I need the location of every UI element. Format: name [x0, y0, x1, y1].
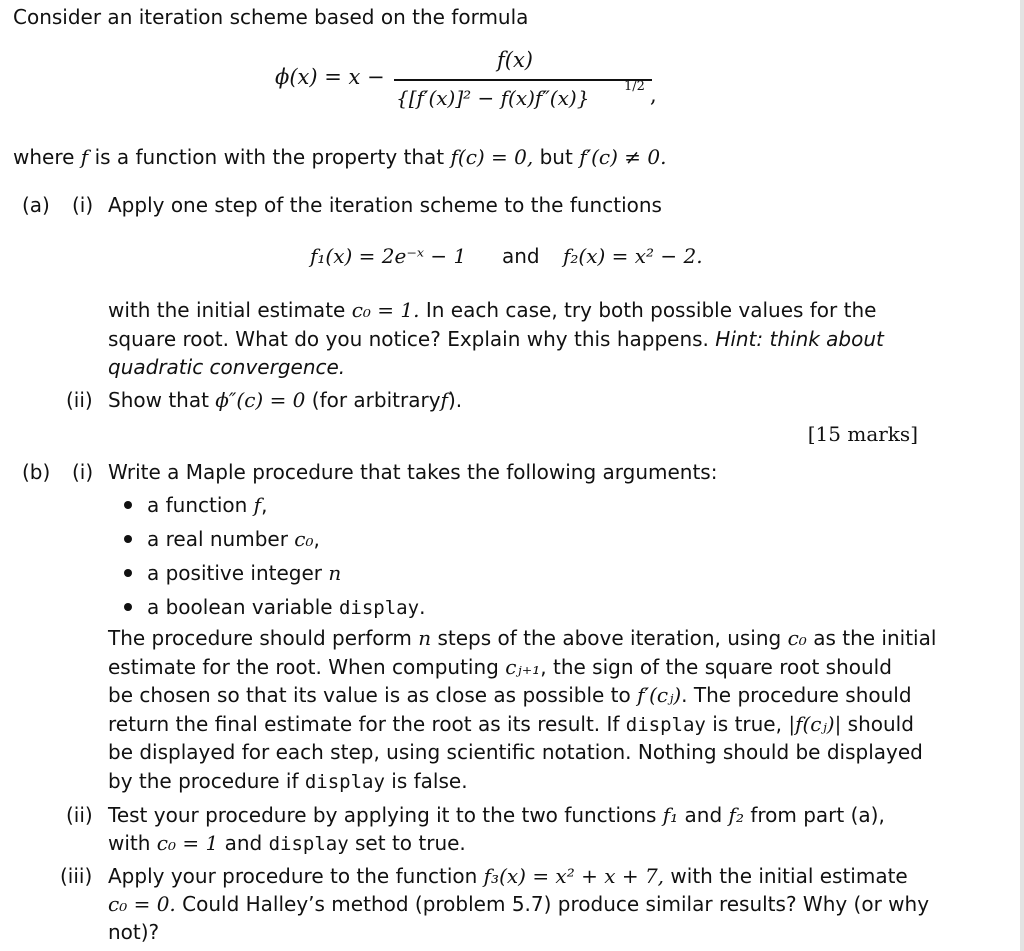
proc-text: return the final estimate for the root as its result. If — [108, 712, 620, 736]
proc-line-3 — [108, 681, 912, 709]
part-b-label: (b) — [22, 460, 51, 484]
proc-text: The procedure should perform — [108, 626, 412, 650]
page-edge — [1020, 0, 1024, 951]
bullet-after: , — [313, 527, 320, 551]
proc-line-5: be displayed for each step, using scientific notation. Nothing should be displayed — [108, 740, 923, 764]
ii-f2: f₂ — [728, 803, 744, 827]
proc-cj1: cⱼ₊₁ — [505, 655, 541, 679]
formula-comma: , — [650, 83, 657, 107]
proc-text: steps of the above iteration, using — [437, 626, 782, 650]
proc-c0: c₀ — [787, 626, 807, 650]
part-b-ii-line-2 — [108, 829, 466, 858]
proc-line-4 — [108, 710, 914, 739]
arbitrary-f: f — [440, 388, 448, 412]
part-a-i-label: (i) — [72, 193, 94, 217]
formula-numerator: f(x) — [497, 48, 534, 72]
ii-display: display — [268, 833, 349, 855]
proc-line-2 — [108, 653, 892, 681]
close-paren: ). — [447, 388, 463, 412]
iii-c0: c₀ = 0. — [108, 892, 176, 916]
ii-and: and — [684, 803, 723, 827]
hint-text: Hint: think about quadratic convergence. — [108, 326, 884, 379]
fraction-bar — [394, 79, 652, 81]
bullet-text: a real number — [147, 527, 288, 551]
formula-denominator: {[f′(x)]² − f(x)f″(x)} — [396, 86, 590, 110]
bullet-code: display — [338, 597, 420, 619]
bullet-math: c₀ — [294, 527, 314, 551]
where-middle: is a function with the property that — [94, 145, 445, 169]
cond-fpc-nonzero: f′(c) ≠ 0. — [579, 145, 667, 169]
where-but: but — [539, 145, 573, 169]
proc-text: . The procedure should — [681, 683, 912, 707]
proc-text: as the initial — [813, 626, 937, 650]
bullet-after: . — [419, 595, 426, 619]
ii-c0: c₀ = 1 — [156, 831, 219, 855]
bullet-function — [147, 491, 267, 519]
marks-label: [15 marks] — [807, 422, 918, 446]
part-b-ii-label: (ii) — [66, 803, 93, 827]
formula-exponent: 1/2 — [624, 79, 645, 94]
iii-text: Could Halley’s method (problem 5.7) produce similar results? Why (or why — [182, 892, 930, 916]
part-b-i-label: (i) — [72, 460, 94, 484]
cond-fc-zero: f(c) = 0, — [450, 145, 534, 169]
part-b-iii-line-1 — [108, 862, 908, 890]
part-b-iii-label: (iii) — [60, 864, 93, 888]
bullet-text: a boolean variable — [147, 595, 333, 619]
part-b-iii-line-2 — [108, 890, 929, 918]
ii-text: set to true. — [355, 831, 466, 855]
bullet-text: a function — [147, 493, 248, 517]
bullet-math: f — [253, 493, 262, 517]
bullet-boolean — [147, 593, 425, 622]
proc-text: be chosen so that its value is as close as possible to — [108, 683, 631, 707]
part-a-i-text: Apply one step of the iteration scheme to the functions — [108, 193, 662, 217]
proc-abs: |f(cⱼ)| — [788, 712, 842, 736]
proc-display: display — [304, 771, 385, 793]
formula-lhs: ϕ(x) = x − — [275, 65, 385, 89]
ii-f1: f₁ — [662, 803, 679, 827]
proc-text: is true, — [712, 712, 782, 736]
phi-second-derivative: ϕ″(c) = 0 — [215, 388, 306, 412]
c0-equals-1: c₀ = 1. — [351, 298, 420, 322]
ii-text: with — [108, 831, 151, 855]
part-a-i-paragraph — [108, 296, 924, 382]
bullet-text: a positive integer — [147, 561, 323, 585]
proc-n: n — [418, 626, 432, 650]
ii-text: Test your procedure by applying it to the two functions — [108, 803, 657, 827]
and-word: and — [502, 244, 540, 268]
part-b-iii-line-3: not)? — [108, 920, 160, 944]
proc-line-1 — [108, 624, 936, 652]
f1-definition: f₁(x) = 2e⁻ˣ − 1 — [310, 244, 467, 268]
para-initial-estimate: with the initial estimate — [108, 298, 346, 322]
intro-text: Consider an iteration scheme based on the formula — [13, 5, 529, 29]
iii-text: Apply your procedure to the function — [108, 864, 478, 888]
bullet-math: n — [328, 561, 342, 585]
bullet-after: , — [261, 493, 268, 517]
proc-text: , the sign of the square root should — [540, 655, 892, 679]
show-that: Show that — [108, 388, 209, 412]
iii-f3: f₃(x) = x² + x + 7, — [483, 864, 665, 888]
proc-line-6 — [108, 767, 468, 796]
bullet-real-number — [147, 525, 320, 553]
bullet-marker — [124, 501, 132, 509]
proc-fpcj: f′(cⱼ) — [637, 683, 682, 707]
f2-definition: f₂(x) = x² − 2. — [563, 244, 703, 268]
for-arbitrary: (for arbitrary — [311, 388, 441, 412]
proc-text: estimate for the root. When computing — [108, 655, 499, 679]
ii-text: from part (a), — [750, 803, 885, 827]
bullet-marker — [124, 535, 132, 543]
part-b-ii-line-1 — [108, 801, 885, 829]
bullet-marker — [124, 569, 132, 577]
proc-display: display — [625, 714, 706, 736]
where-line — [13, 143, 667, 171]
part-a-ii-label: (ii) — [66, 388, 93, 412]
para-instructions: In each case, try both possible values for the square root. What do you notice? Explain why this happens. — [108, 298, 877, 351]
part-b-i-text: Write a Maple procedure that takes the following arguments: — [108, 460, 718, 484]
proc-text: by the procedure if — [108, 769, 299, 793]
part-a-label: (a) — [22, 193, 50, 217]
where-word: where — [13, 145, 75, 169]
bullet-marker — [124, 603, 132, 611]
proc-text: is false. — [391, 769, 468, 793]
part-a-ii-text — [108, 386, 462, 414]
where-f: f — [80, 145, 89, 169]
proc-text: should — [847, 712, 914, 736]
iii-text: with the initial estimate — [670, 864, 908, 888]
bullet-positive-integer — [147, 559, 341, 587]
ii-text: and — [224, 831, 263, 855]
